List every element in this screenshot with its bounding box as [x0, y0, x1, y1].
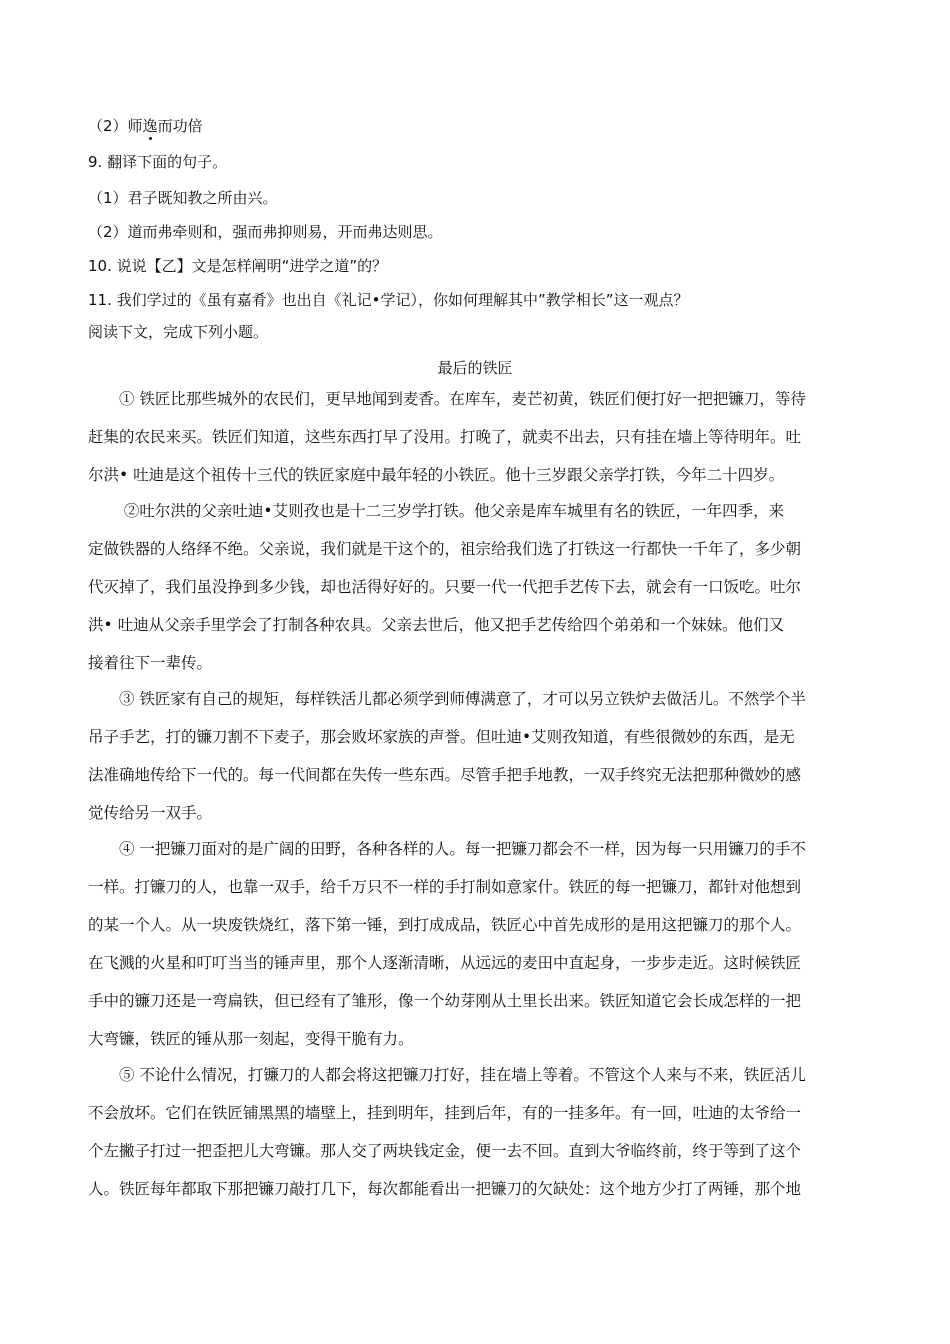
question-9-part-1: （1）君子既知教之所由兴。 [88, 189, 278, 207]
paragraph-line: ④ 一把镰刀面对的是广阔的田野，各种各样的人。每一把镰刀都会不一样，因为每一只用镰刀的手不 [88, 840, 806, 858]
reading-instruction: 阅读下文，完成下列小题。 [88, 323, 269, 341]
paragraph-line: 一样。打镰刀的人，也靠一双手，给千万只不一样的手打制如意家什。铁匠的每一把镰刀，都针对他想到 [88, 878, 802, 896]
paragraph-line: 洪• 吐迪从父亲手里学会了打制各种农具。父亲去世后，他又把手艺传给四个弟弟和一个妹妹。他们又 [88, 616, 785, 634]
paragraph-3 [88, 680, 862, 832]
paragraph-line: 代灭掉了，我们虽没挣到多少钱，却也活得好好的。只要一代一代把手艺传下去，就会有一口饭吃。吐尔 [88, 578, 802, 596]
paragraph-line: 尔洪• 吐迪是这个祖传十三代的铁匠家庭中最年轻的小铁匠。他十三岁跟父亲学打铁，今年二十四岁。 [88, 466, 785, 484]
paragraph-line: 吊子手艺，打的镰刀割不下麦子，那会败坏家族的声誉。但吐迪•艾则孜知道，有些很微妙的东西，是无 [88, 728, 795, 746]
q8-2-prefix: （2）师 [88, 117, 143, 135]
paragraph-line: 不会放坏。它们在铁匠铺黑黑的墙壁上，挂到明年，挂到后年，有的一挂多年。有一回，吐迪的太爷给一 [88, 1104, 802, 1122]
paragraph-line: 手中的镰刀还是一弯扁铁，但已经有了雏形，像一个幼芽刚从土里长出来。铁匠知道它会长成怎样的一把 [88, 992, 802, 1010]
paragraph-line: 接着往下一辈传。 [88, 654, 213, 672]
paragraph-line: 赶集的农民来买。铁匠们知道，这些东西打早了没用。打晚了，就卖不出去，只有挂在墙上等待明年。吐 [88, 428, 802, 446]
question-8-part-2 [88, 116, 203, 136]
q8-2-suffix: 而功倍 [157, 117, 203, 135]
paragraph-2 [88, 492, 862, 682]
paragraph-line: 觉传给另一双手。 [88, 804, 213, 822]
paragraph-line: 人。铁匠每年都取下那把镰刀敲打几下，每次都能看出一把镰刀的欠缺处：这个地方少打了两锤，那个地 [88, 1180, 802, 1198]
paragraph-line: 的某一个人。从一块废铁烧红，落下第一锤，到打成成品，铁匠心中首先成形的是用这把镰刀的那个人。 [88, 916, 802, 934]
question-9-part-2: （2）道而弗牵则和，强而弗抑则易，开而弗达则思。 [88, 223, 443, 241]
paragraph-line: ②吐尔洪的父亲吐迪•艾则孜也是十二三岁学打铁。他父亲是库车城里有名的铁匠，一年四季，来 [88, 502, 785, 520]
paragraph-line: 个左撇子打过一把歪把儿大弯镰。那人交了两块钱定金，便一去不回。直到大爷临终前，终于等到了这个 [88, 1142, 802, 1160]
article-title: 最后的铁匠 [437, 359, 513, 377]
question-9: 9. 翻译下面的句子。 [88, 153, 228, 171]
paragraph-4 [88, 830, 862, 1058]
paragraph-5 [88, 1056, 862, 1208]
paragraph-1 [88, 380, 862, 494]
paragraph-line: ⑤ 不论什么情况，打镰刀的人都会将这把镰刀打好，挂在墙上等着。不管这个人来与不来，铁匠活儿 [88, 1066, 806, 1084]
paragraph-line: 法准确地传给下一代的。每一代间都在失传一些东西。尽管手把手地教，一双手终究无法把那种微妙的感 [88, 766, 802, 784]
paragraph-line: 大弯镰，铁匠的锤从那一刻起，变得干脆有力。 [88, 1030, 414, 1048]
paragraph-line: 定做铁器的人络绎不绝。父亲说，我们就是干这个的，祖宗给我们选了打铁这一行都快一千年了，多少朝 [88, 540, 802, 558]
paragraph-line: ① 铁匠比那些城外的农民们，更早地闻到麦香。在库车，麦芒初黄，铁匠们便打好一把把镰刀，等待 [88, 390, 806, 408]
paragraph-line: ③ 铁匠家有自己的规矩，每样铁活儿都必须学到师傅满意了，才可以另立铁炉去做活儿。不然学个半 [88, 690, 806, 708]
question-11: 11. 我们学过的《虽有嘉肴》也出自《礼记•学记），你如何理解其中”教学相长”这一观点？ [88, 291, 689, 309]
emphasis-dotted-char: 逸 [142, 117, 158, 135]
question-10: 10. 说说【乙】文是怎样阐明“进学之道”的？ [88, 257, 388, 275]
paragraph-line: 在飞溅的火星和叮叮当当的锤声里，那个人逐渐清晰，从远远的麦田中直起身，一步步走近。这时候铁匠 [88, 954, 802, 972]
